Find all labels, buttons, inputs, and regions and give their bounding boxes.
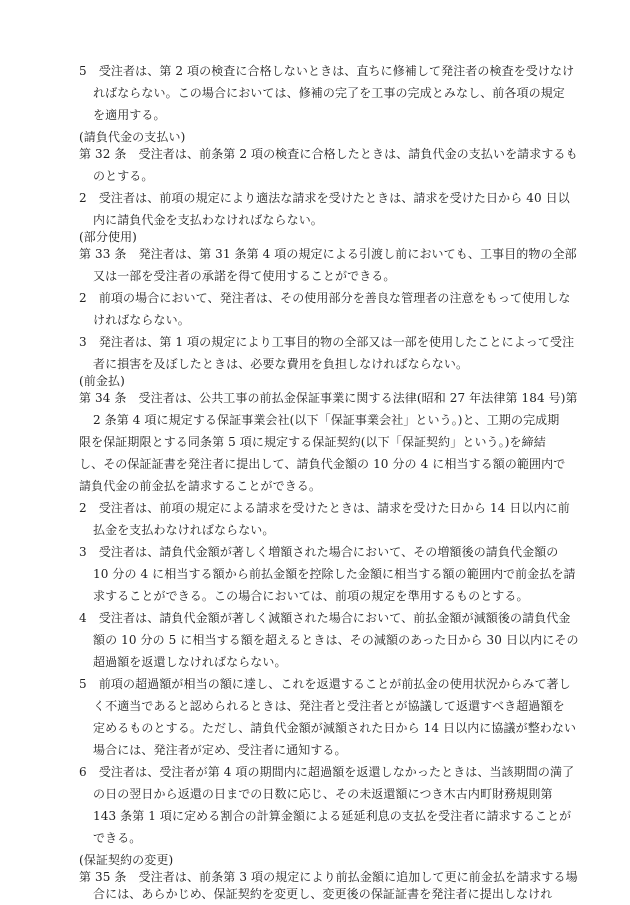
document-line: 5 前項の超過額が相当の額に達し、これを返還することが前払金の使用状況からみて著し (79, 677, 571, 691)
document-line: 2 前項の場合において、発注者は、その使用部分を善良な管理者の注意をもって使用しな (79, 291, 571, 305)
document-line: 第 33 条 発注者は、第 31 条第 4 項の規定による引渡し前においても、工事目的物の全部 (79, 247, 577, 261)
document-line: ればならない。この場合においては、修補の完了を工事の完成とみなし、前各項の規定 (93, 86, 565, 100)
document-line: 4 受注者は、請負代金額が著しく減額された場合において、前払金額が減額後の請負代金 (79, 611, 571, 625)
document-line: 定めるものとする。ただし、請負代金額が減額された日から 14 日以内に協議が整わない (93, 721, 577, 735)
document-line: 2 受注者は、前項の規定により適法な請求を受けたときは、請求を受けた日から 40 日以 (79, 191, 570, 205)
document-line: (部分使用) (79, 230, 137, 244)
document-line: 請負代金の前金払を請求することができる。 (79, 479, 322, 493)
document-line: の日の翌日から返還の日までの日数に応じ、その未返還額につき木古内町財務規則第 (93, 787, 553, 801)
document-line: 限を保証期限とする同条第 5 項に規定する保証契約(以下「保証契約」という。)を締結 (79, 435, 546, 449)
document-line: 第 32 条 受注者は、前条第 2 項の検査に合格したときは、請負代金の支払いを請求するも (79, 147, 578, 161)
document-line: 者に損害を及ぼしたときは、必要な費用を負担しなければならない。 (93, 357, 469, 371)
document-line: を適用する。 (93, 108, 166, 122)
document-line: 10 分の 4 に相当する額から前払金額を控除した金額に相当する額の範囲内で前金払を請 (93, 567, 576, 581)
document-line: 額の 10 分の 5 に相当する額を超えるときは、その減額のあった日から 30 日以内にその (93, 633, 579, 647)
document-line: く不適当であると認められるときは、発注者と受注者とが協議して返還すべき超過額を (93, 699, 565, 713)
document-line: 払金を支払わなければならない。 (93, 523, 275, 537)
document-line: のとする。 (93, 169, 154, 183)
document-line: 場合には、発注者が定め、受注者に通知する。 (93, 743, 347, 757)
document-line: 合には、あらかじめ、保証契約を変更し、変更後の保証証書を発注者に提出しなけれ (93, 887, 553, 901)
document-line: できる。 (93, 831, 142, 845)
document-line: 第 35 条 受注者は、前条第 3 項の規定により前払金額に追加して更に前金払を請求する場 (79, 870, 578, 884)
document-line: 又は一部を受注者の承諾を得て使用することができる。 (93, 269, 396, 283)
document-line: し、その保証証書を発注者に提出して、請負代金額の 10 分の 4 に相当する額の範囲内で (79, 457, 566, 471)
document-line: (請負代金の支払い) (79, 130, 186, 144)
document-line: (前金払) (79, 374, 125, 388)
document-line: 超過額を返還しなければならない。 (93, 655, 287, 669)
document-line: ければならない。 (93, 313, 190, 327)
document-line: 内に請負代金を支払わなければならない。 (93, 213, 323, 227)
document-line: 5 受注者は、第 2 項の検査に合格しないときは、直ちに修補して発注者の検査を受けなけ (79, 64, 575, 78)
document-line: 143 条第 1 項に定める割合の計算金額による延延利息の支払を受注者に請求することが (93, 809, 572, 823)
document-line: 3 受注者は、請負代金額が著しく増額された場合において、その増額後の請負代金額の (79, 545, 559, 559)
document-line: 2 受注者は、前項の規定による請求を受けたときは、請求を受けた日から 14 日以内に前 (79, 501, 570, 515)
document-line: 求することができる。この場合においては、前項の規定を準用するものとする。 (93, 589, 529, 603)
document-line: 3 発注者は、第 1 項の規定により工事目的物の全部又は一部を使用したことによって受注 (79, 335, 575, 349)
document-line: 2 条第 4 項に規定する保証事業会社(以下「保証事業会社」という。)と、工期の完成期 (93, 413, 560, 427)
document-line: 6 受注者は、受注者が第 4 項の期間内に超過額を返還しなかったときは、当該期間の満了 (79, 765, 575, 779)
document-line: 第 34 条 受注者は、公共工事の前払金保証事業に関する法律(昭和 27 年法律第 184 号)第 (79, 391, 578, 405)
document-line: (保証契約の変更) (79, 853, 174, 867)
